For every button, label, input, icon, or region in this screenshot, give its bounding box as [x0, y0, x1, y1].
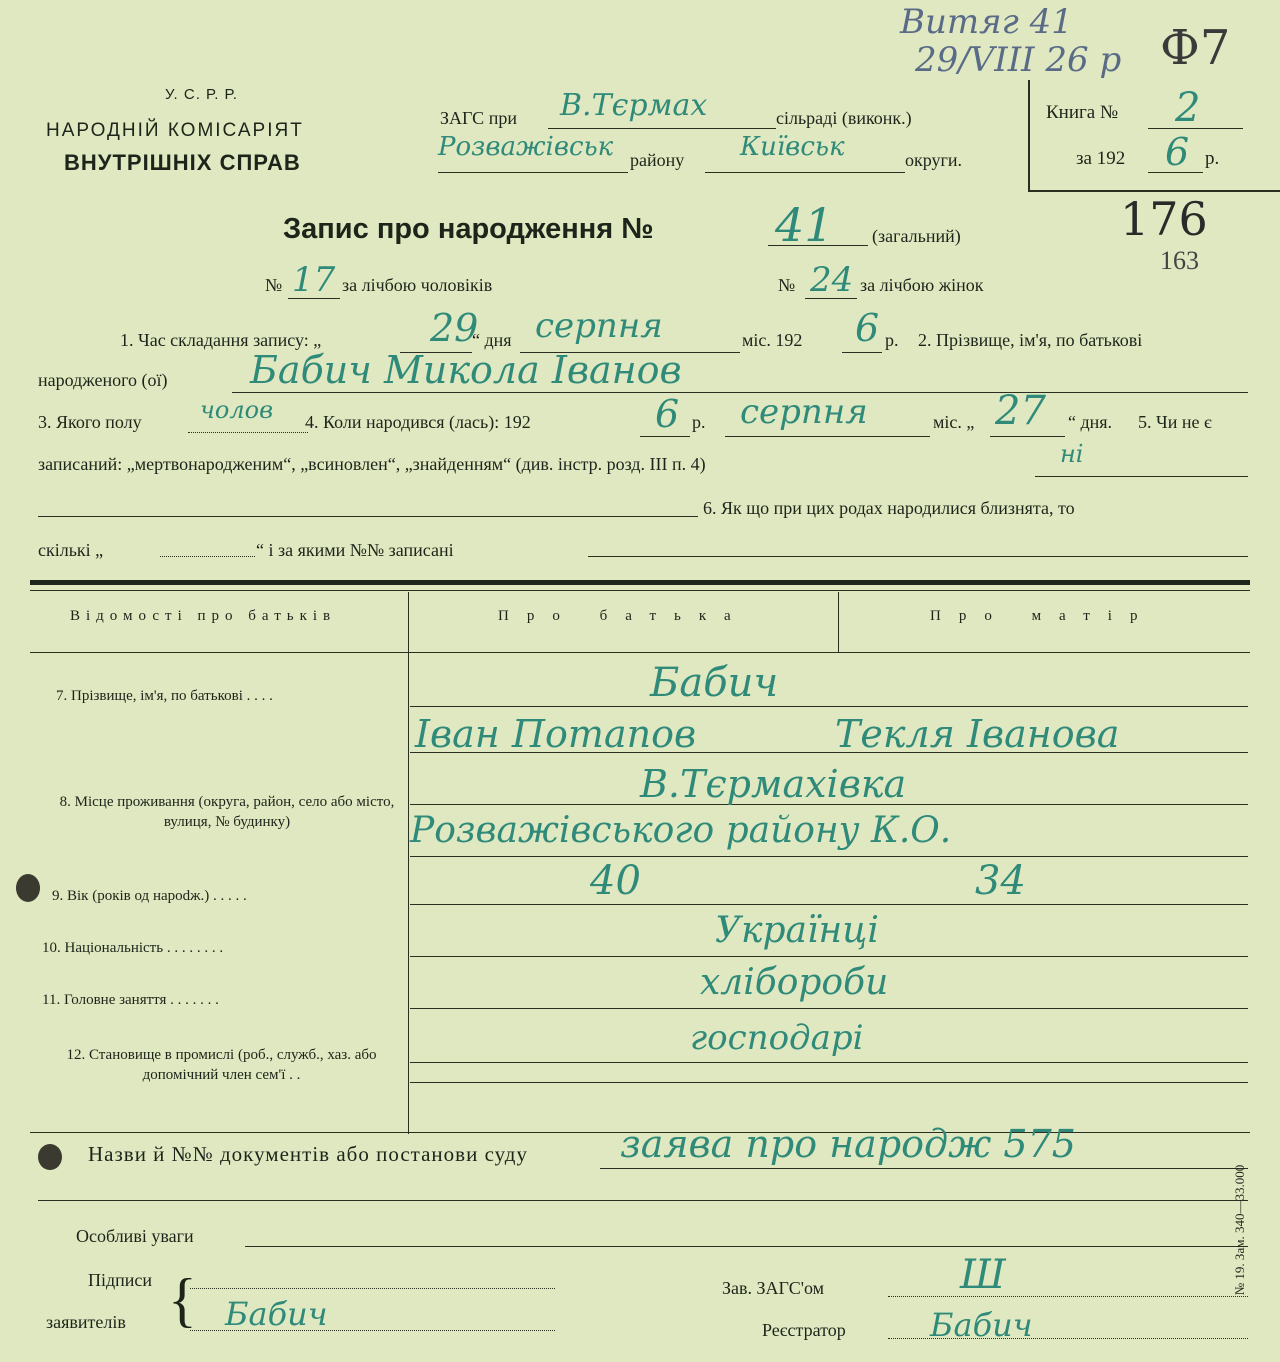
zags-raion-suffix: району [630, 150, 685, 170]
birth-day-suffix: “ дня. [1068, 412, 1113, 432]
father-name: Іван Потапов [415, 712, 697, 756]
q1-month-suffix: міс. 192 [742, 330, 803, 350]
born-label: народженого (ої) [38, 370, 168, 390]
q6-line: скількі „ [38, 540, 104, 560]
zags-okrug-suffix: округи. [905, 150, 963, 170]
q6-label: 6. Як що при цих родах народилися близнята, то [703, 498, 1075, 518]
surname-shared: Бабич [650, 660, 779, 706]
corner-note-2: 29/VIII 26 р [915, 40, 1122, 80]
zags-prefix: ЗАГС при [440, 108, 517, 128]
book-year-suffix: р. [1205, 148, 1220, 169]
female-count-number: 24 [810, 260, 854, 300]
zags-raion: Розважівськ [438, 132, 614, 162]
book-label: Книга № [1046, 102, 1119, 123]
row-label-name: 7. Прізвище, ім'я, по батькові . . . . [56, 688, 273, 704]
q1-year: 6 [855, 306, 880, 350]
side-print: № 19. Зам. 340—33.000 [1232, 1164, 1247, 1296]
residence-village: В.Тєрмахівка [640, 762, 907, 806]
corner-note-1: Витяг 41 [900, 2, 1073, 42]
q5-label: 5. Чи не є [1138, 412, 1212, 432]
zags-village-suffix: сільраді (виконк.) [776, 108, 912, 128]
birth-month: серпня [740, 392, 868, 432]
row-label-residence: 8. Місце проживання (округа, район, село або місто, вулиця, № будинку) [59, 794, 395, 830]
documents-value: заява про народж 575 [620, 1122, 1076, 1166]
table-header-father: Про батька [498, 608, 749, 624]
corner-mark: Ф7 [1160, 20, 1231, 76]
q3-label: 3. Якого полу [38, 412, 142, 432]
q5-line: записаний: „мертвонародженим“, „всиновлен“, „знайденням“ (див. інстр. розд. III п. 4) [38, 454, 706, 474]
documents-label: Назви й №№ документів або постанови суду [88, 1142, 528, 1166]
birth-year-suffix: р. [692, 412, 706, 432]
row-label-status: 12. Становище в промислі (роб., служб., хаз. або допомічний член сем'ї . . [66, 1047, 377, 1083]
record-title-suffix: (загальний) [872, 226, 961, 246]
applicants-label-1: Підписи [88, 1270, 153, 1290]
table-header-parents: Відомості про батьків [70, 608, 337, 624]
residence-raion: Розважівського району К.О. [410, 810, 952, 851]
book-box [1028, 80, 1280, 192]
q4-label: 4. Коли народився (лась): 192 [305, 412, 531, 432]
occupation: хлібороби [700, 962, 889, 1003]
book-number: 2 [1175, 85, 1201, 131]
mother-name: Текля Іванова [835, 712, 1120, 756]
record-title: Запис про народження № [283, 213, 654, 245]
father-age: 40 [590, 858, 641, 904]
birth-month-suffix: міс. „ [933, 412, 975, 432]
nationality: Українці [715, 910, 879, 951]
book-year: 6 [1165, 130, 1190, 174]
row-label-age: 9. Вік (років од нарodж.) . . . . . [52, 888, 247, 904]
male-count-label: за лічбою чоловіків [342, 275, 493, 295]
male-count-number: 17 [292, 260, 336, 300]
female-count-label: за лічбою жінок [860, 275, 984, 295]
header-ussr: У. С. Р. Р. [165, 86, 238, 103]
applicants-brace: { [168, 1267, 197, 1333]
q1-day-suffix: “ дня [472, 330, 512, 350]
child-name: Бабич Микола Іванов [250, 348, 682, 392]
q2-label: 2. Прізвище, ім'я, по батькові [918, 330, 1143, 350]
applicants-label-2: заявителів [46, 1312, 126, 1332]
book-year-prefix: за 192 [1076, 148, 1126, 169]
record-number: 41 [775, 198, 834, 252]
header-commissariat: НАРОДНІЙ КОМІСАРІЯТ [46, 120, 304, 141]
table-top-rule [30, 580, 1250, 585]
status: господарі [690, 1018, 864, 1058]
corner-number-2: 163 [1160, 246, 1199, 275]
binder-hole-1 [16, 874, 40, 902]
female-count-prefix: № [778, 275, 796, 295]
applicant-signature: Бабич [225, 1295, 328, 1333]
row-label-occupation: 11. Головне заняття . . . . . . . [42, 992, 219, 1008]
head-label: Зав. ЗАГС'ом [722, 1278, 824, 1298]
row-label-nationality: 10. Національність . . . . . . . . [42, 940, 224, 956]
sex-value: чолов [200, 396, 274, 424]
mother-age: 34 [975, 858, 1026, 904]
registrar-label: Реєстратор [762, 1320, 846, 1340]
header-internal-affairs: ВНУТРІШНІХ СПРАВ [64, 150, 301, 175]
q1-label: 1. Час складання запису: „ [120, 330, 322, 350]
notes-label: Особливі уваги [76, 1226, 194, 1246]
registrar-signature: Бабич [930, 1306, 1033, 1344]
head-signature: Ш [960, 1252, 1006, 1298]
q6-mid: “ і за якими №№ записані [256, 540, 454, 560]
binder-hole-2 [38, 1144, 62, 1170]
zags-village: В.Тєрмах [560, 88, 708, 123]
q1-day: 29 [430, 306, 479, 350]
birth-year: 6 [655, 392, 680, 436]
q1-year-suffix: р. [885, 330, 899, 350]
corner-number-1: 176 [1120, 192, 1208, 246]
table-header-mother: Про матір [930, 608, 1156, 624]
birth-day: 27 [995, 388, 1046, 434]
male-count-prefix: № [265, 275, 283, 295]
zags-okrug: Київськ [740, 132, 845, 162]
q1-month: серпня [535, 306, 663, 346]
q5-answer: ні [1060, 440, 1084, 468]
